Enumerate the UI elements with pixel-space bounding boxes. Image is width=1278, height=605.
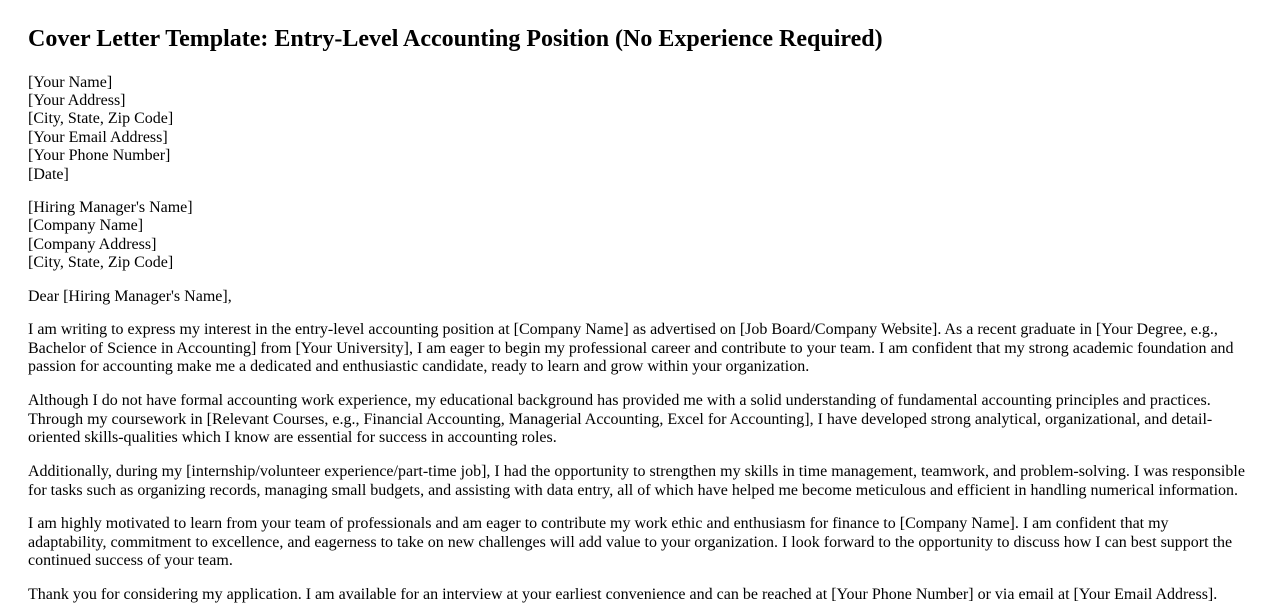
sender-address-line: [Your Address] — [28, 91, 126, 109]
salutation: Dear [Hiring Manager's Name], — [28, 287, 232, 305]
sender-address-block — [28, 74, 1250, 184]
paragraph-experience: Additionally, during my [internship/volunteer experience/part-time job], I had the opportunity to strengthen my skills in time management, teamwork, and problem-solving. I was responsible for tasks such as organizing records, managing small budgets, and assisting with data entry, all of which have helped me become meticulous and efficient in handling numerical information. — [28, 462, 1245, 499]
sender-name-line: [Your Name] — [28, 73, 113, 91]
recipient-city-line: [City, State, Zip Code] — [28, 254, 174, 272]
paragraph-motivation: I am highly motivated to learn from your team of professionals and am eager to contribute my work ethic and enthusiasm for finance to [Company Name]. I am confident that my adaptability, commitment to excellence, and eagerness to take on new challenges will add value to your organization. I look forward to the opportunity to discuss how I can best support the continued success of your team. — [28, 515, 1233, 570]
sender-city-line: [City, State, Zip Code] — [28, 110, 174, 128]
date-line: [Date] — [28, 165, 69, 183]
sender-phone-line: [Your Phone Number] — [28, 147, 171, 165]
recipient-company-line: [Company Name] — [28, 217, 144, 235]
recipient-address-block — [28, 199, 1250, 273]
paragraph-introduction: I am writing to express my interest in the entry-level accounting position at [Company Name] as advertised on [Job Board/Company Website]. As a recent graduate in [Your Degree, e.g., Bachelor of Science in Accounting] from [Your University], I am eager to begin my professional career and contribute to your team. I am confident that my strong academic foundation and passion for accounting make me a dedicated and enthusiastic candidate, ready to learn and grow within your organization. — [28, 321, 1234, 376]
sender-email-line: [Your Email Address] — [28, 128, 168, 146]
recipient-address-line: [Company Address] — [28, 235, 157, 253]
paragraph-closing: Thank you for considering my application. I am available for an interview at your earliest convenience and can be reached at [Your Phone Number] or via email at [Your Email Address]. — [28, 586, 1218, 603]
paragraph-education: Although I do not have formal accounting work experience, my educational background has provided me with a solid understanding of fundamental accounting principles and practices. Through my coursework in [Relevant Courses, e.g., Financial Accounting, Managerial Accounting, Excel for Accounting], I have developed strong analytical, organizational, and detail-oriented skills-qualities which I know are essential for success in accounting roles. — [28, 392, 1213, 447]
recipient-name-line: [Hiring Manager's Name] — [28, 198, 193, 216]
page-title: Cover Letter Template: Entry-Level Accounting Position (No Experience Required) — [28, 26, 883, 52]
